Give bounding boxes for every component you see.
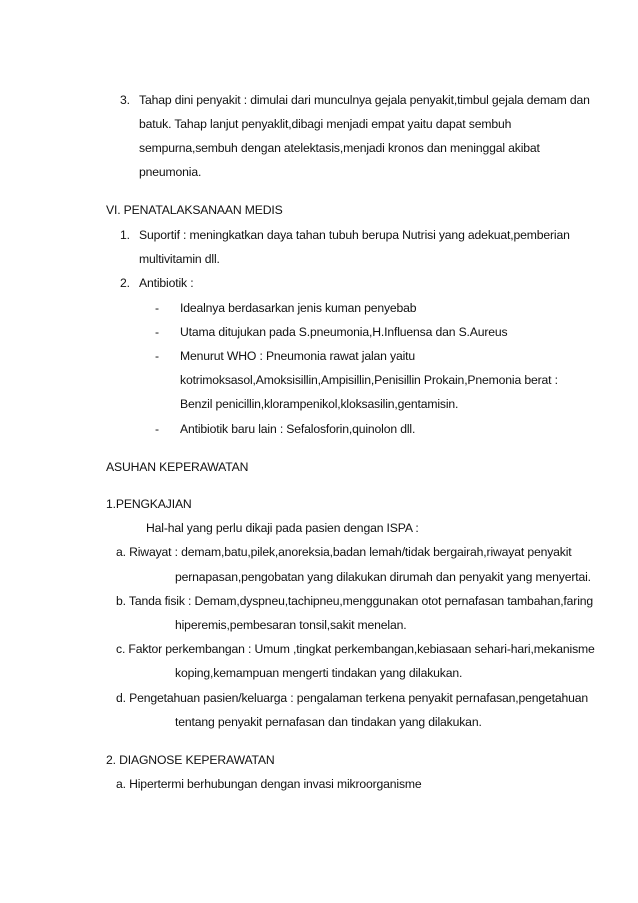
bullet-text: Menurut WHO : Pneumonia rawat jalan yaitu xyxy=(180,349,415,363)
paragraph-line: Tahap dini penyakit : dimulai dari munculnya gejala penyakit,timbul gejala demam dan xyxy=(139,93,590,107)
paragraph-line: sempurna,sembuh dengan atelektasis,menjadi kronos dan meninggal akibat xyxy=(139,141,540,155)
assessment-item: d. Pengetahuan pasien/keluarga : pengalaman terkena penyakit pernafasan,pengetahuan xyxy=(116,691,589,705)
bullet-text: Antibiotik baru lain : Sefalosforin,quinolon dll. xyxy=(180,422,416,436)
list-number: 1. xyxy=(120,228,130,242)
bullet-text: Idealnya berdasarkan jenis kuman penyebab xyxy=(180,301,417,315)
paragraph-line: Antibiotik : xyxy=(139,276,194,290)
paragraph-line: multivitamin dll. xyxy=(139,252,220,266)
section-heading: ASUHAN KEPERAWATAN xyxy=(106,460,249,474)
bullet-dash: - xyxy=(155,325,159,339)
assessment-item: a. Riwayat : demam,batu,pilek,anoreksia,badan lemah/tidak bergairah,riwayat penyakit xyxy=(116,545,572,559)
bullet-text: Benzil penicillin,klorampenikol,kloksasilin,gentamisin. xyxy=(180,397,459,411)
section-heading: VI. PENATALAKSANAAN MEDIS xyxy=(106,203,283,217)
subsection-heading: 1.PENGKAJIAN xyxy=(106,497,192,511)
diagnosis-item: a. Hipertermi berhubungan dengan invasi mikroorganisme xyxy=(116,777,422,791)
bullet-dash: - xyxy=(155,422,159,436)
paragraph-line: batuk. Tahap lanjut penyaklit,dibagi menjadi empat yaitu dapat sembuh xyxy=(139,117,512,131)
bullet-dash: - xyxy=(155,301,159,315)
assessment-item-cont: koping,kemampuan mengerti tindakan yang dilakukan. xyxy=(175,666,463,680)
assessment-item-cont: hiperemis,pembesaran tonsil,sakit menelan. xyxy=(175,618,407,632)
assessment-item-cont: tentang penyakit pernafasan dan tindakan yang dilakukan. xyxy=(175,715,482,729)
assessment-item: b. Tanda fisik : Demam,dyspneu,tachipneu,menggunakan otot pernafasan tambahan,faring xyxy=(116,594,594,608)
list-number: 3. xyxy=(120,93,130,107)
paragraph-line: pneumonia. xyxy=(139,165,202,179)
bullet-dash: - xyxy=(155,349,159,363)
bullet-text: kotrimoksasol,Amoksisillin,Ampisillin,Penisillin Prokain,Pnemonia berat : xyxy=(180,373,558,387)
paragraph-line: Suportif : meningkatkan daya tahan tubuh berupa Nutrisi yang adekuat,pemberian xyxy=(139,228,570,242)
assessment-item: c. Faktor perkembangan : Umum ,tingkat perkembangan,kebiasaan sehari-hari,mekanisme xyxy=(116,642,595,656)
subsection-heading: 2. DIAGNOSE KEPERAWATAN xyxy=(106,753,275,767)
bullet-text: Utama ditujukan pada S.pneumonia,H.Influensa dan S.Aureus xyxy=(180,325,508,339)
intro-text: Hal-hal yang perlu dikaji pada pasien dengan ISPA : xyxy=(146,521,419,535)
assessment-item-cont: pernapasan,pengobatan yang dilakukan dirumah dan penyakit yang menyertai. xyxy=(175,570,591,584)
list-number: 2. xyxy=(120,276,130,290)
